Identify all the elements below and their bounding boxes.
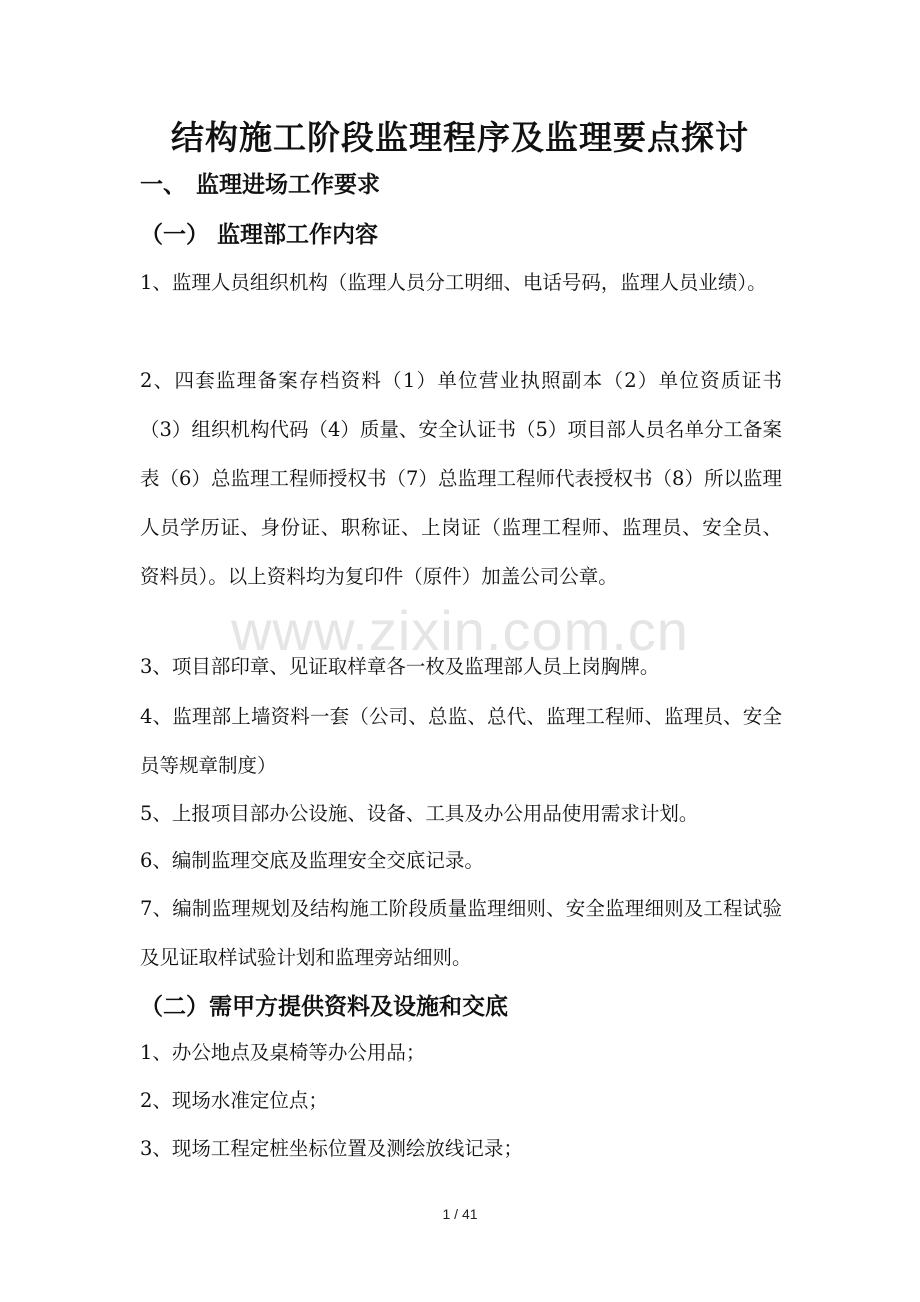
subsection-heading-1: [140, 216, 378, 249]
subsection-title: 监理部工作内容: [217, 221, 378, 248]
page-number: 1 / 41: [442, 1206, 478, 1222]
list-item-7: 7、编制监理规划及结构施工阶段质量监理细则、安全监理细则及工程试验及见证取样试验计划和监理旁站细则。: [140, 897, 782, 969]
list-item-5: 5、上报项目部办公设施、设备、工具及办公用品使用需求计划。: [140, 802, 699, 825]
document-title: 结构施工阶段监理程序及监理要点探讨: [171, 118, 749, 157]
watermark: www.zixin.com.cn: [231, 599, 689, 662]
list-item-2: 2、四套监理备案存档资料（1）单位营业执照副本（2）单位资质证书（3）组织机构代码（4）质量、安全认证书（5）项目部人员名单分工备案表（6）总监理工程师授权书（7）总监理工程师代表授权书（8）所以监理人员学历证、身份证、职称证、上岗证（监理工程师、监理员、安全员、资料员）。以上资料均为复印件（原件）加盖公司公章。: [140, 369, 782, 588]
section-title: 监理进场工作要求: [196, 171, 380, 198]
subsection-number: （一）: [140, 221, 209, 248]
list-item-3: 3、项目部印章、见证取样章各一枚及监理部人员上岗胸牌。: [140, 655, 660, 678]
list-item-9: 2、现场水准定位点；: [140, 1089, 328, 1112]
list-item-6: 6、编制监理交底及监理安全交底记录。: [140, 849, 484, 872]
list-item-4: 4、监理部上墙资料一套（公司、总监、总代、监理工程师、监理员、安全员等规章制度）: [140, 705, 782, 777]
list-item-1: 1、监理人员组织机构（监理人员分工明细、电话号码，监理人员业绩）。: [140, 271, 767, 294]
list-item-8: 1、办公地点及桌椅等办公用品；: [140, 1041, 426, 1064]
section-number: 一、: [140, 171, 186, 198]
subsection-heading-2: （二）需甲方提供资料及设施和交底: [140, 993, 508, 1020]
section-heading-1: [140, 166, 380, 199]
list-item-10: 3、现场工程定桩坐标位置及测绘放线记录；: [140, 1137, 523, 1160]
